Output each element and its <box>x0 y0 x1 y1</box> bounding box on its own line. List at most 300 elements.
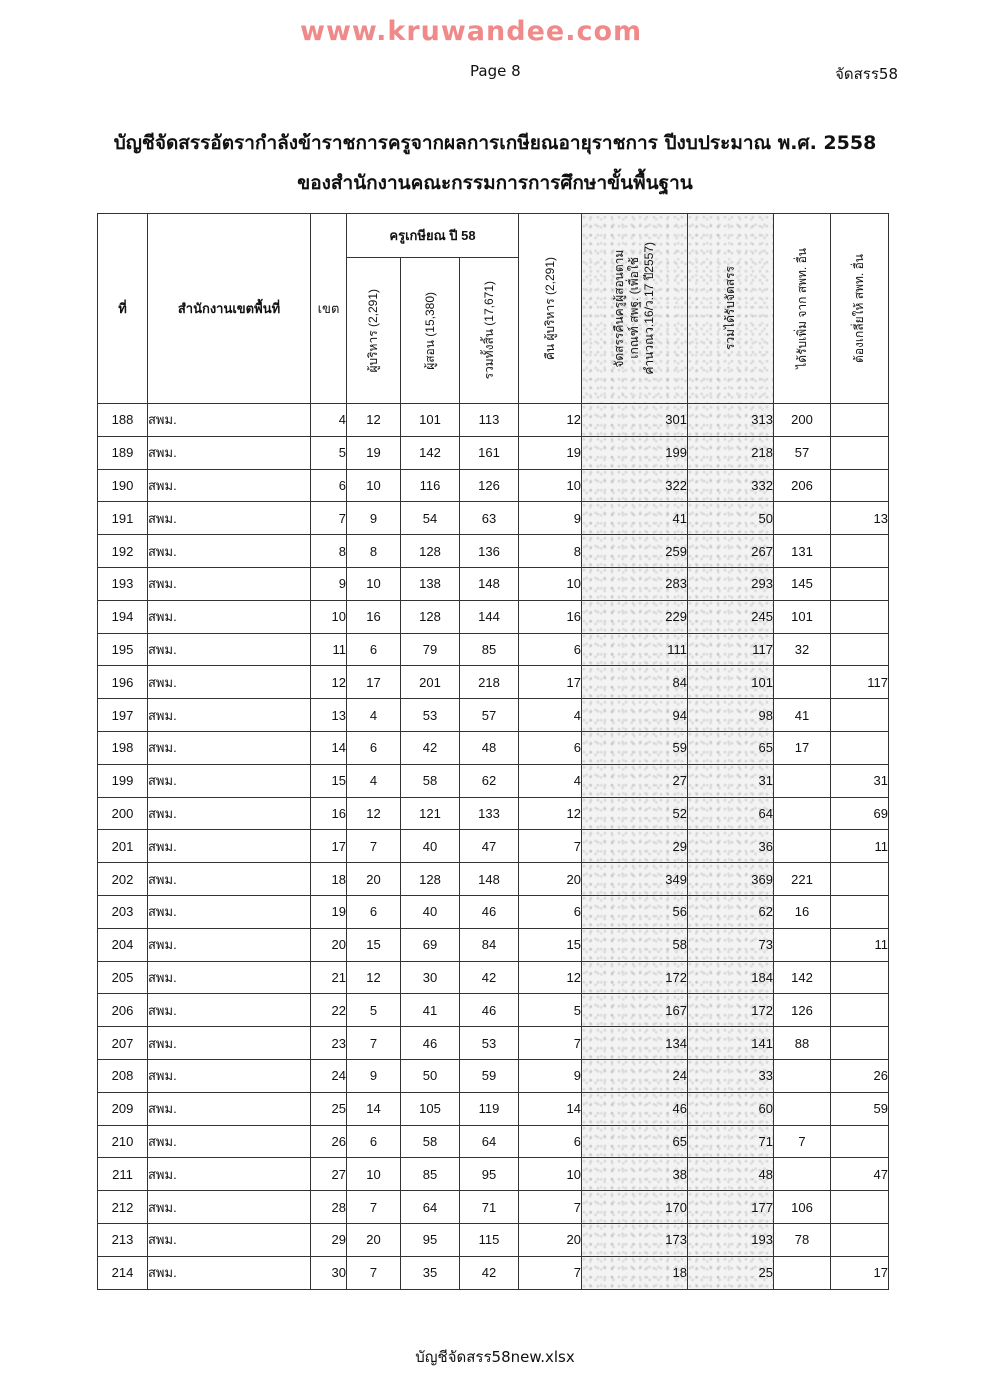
cell-return-admin: 7 <box>519 1191 582 1224</box>
cell-teacher: 121 <box>401 797 460 830</box>
cell-teacher: 35 <box>401 1256 460 1289</box>
cell-received: 313 <box>688 404 774 437</box>
cell-allocate: 65 <box>582 1125 688 1158</box>
cell-allocate: 24 <box>582 1059 688 1092</box>
table-row <box>98 502 889 535</box>
cell-return-admin: 12 <box>519 404 582 437</box>
cell-received: 98 <box>688 699 774 732</box>
table-row <box>98 731 889 764</box>
cell-zone: 30 <box>311 1256 347 1289</box>
cell-teacher: 54 <box>401 502 460 535</box>
cell-received: 332 <box>688 469 774 502</box>
cell-no: 199 <box>98 764 148 797</box>
table-row <box>98 1059 889 1092</box>
cell-admin: 8 <box>347 535 401 568</box>
cell-total: 85 <box>460 633 519 666</box>
cell-give <box>831 404 889 437</box>
cell-extra: 32 <box>774 633 831 666</box>
cell-teacher: 138 <box>401 567 460 600</box>
cell-give: 11 <box>831 830 889 863</box>
cell-no: 214 <box>98 1256 148 1289</box>
cell-admin: 4 <box>347 699 401 732</box>
cell-no: 211 <box>98 1158 148 1191</box>
cell-admin: 6 <box>347 895 401 928</box>
cell-received: 31 <box>688 764 774 797</box>
table-row <box>98 1125 889 1158</box>
table-row <box>98 1027 889 1060</box>
cell-no: 212 <box>98 1191 148 1224</box>
table-row <box>98 961 889 994</box>
cell-zone: 18 <box>311 863 347 896</box>
cell-received: 65 <box>688 731 774 764</box>
cell-received: 141 <box>688 1027 774 1060</box>
cell-zone: 7 <box>311 502 347 535</box>
cell-give <box>831 994 889 1027</box>
cell-return-admin: 9 <box>519 1059 582 1092</box>
cell-return-admin: 4 <box>519 699 582 732</box>
cell-received: 64 <box>688 797 774 830</box>
cell-zone: 21 <box>311 961 347 994</box>
cell-total: 59 <box>460 1059 519 1092</box>
cell-received: 193 <box>688 1223 774 1256</box>
cell-return-admin: 7 <box>519 1027 582 1060</box>
page-number: Page 8 <box>470 62 521 80</box>
cell-received: 293 <box>688 567 774 600</box>
cell-office: สพม. <box>148 666 311 699</box>
cell-give: 117 <box>831 666 889 699</box>
cell-extra: 7 <box>774 1125 831 1158</box>
cell-extra: 131 <box>774 535 831 568</box>
cell-no: 196 <box>98 666 148 699</box>
header-zone: เขต <box>311 214 347 404</box>
table-row <box>98 830 889 863</box>
cell-office: สพม. <box>148 633 311 666</box>
cell-give <box>831 633 889 666</box>
cell-admin: 10 <box>347 469 401 502</box>
cell-give: 31 <box>831 764 889 797</box>
header-total: รวมทั้งสิ้น (17,671) <box>460 258 519 404</box>
cell-admin: 20 <box>347 863 401 896</box>
cell-give <box>831 961 889 994</box>
cell-received: 73 <box>688 928 774 961</box>
cell-total: 53 <box>460 1027 519 1060</box>
cell-give <box>831 699 889 732</box>
table-row <box>98 633 889 666</box>
cell-zone: 20 <box>311 928 347 961</box>
header-give: ต้องเกลี่ยให้ สพท. อื่น <box>831 214 889 404</box>
cell-office: สพม. <box>148 863 311 896</box>
cell-extra: 200 <box>774 404 831 437</box>
cell-total: 95 <box>460 1158 519 1191</box>
table-row <box>98 895 889 928</box>
cell-office: สพม. <box>148 797 311 830</box>
cell-admin: 7 <box>347 1256 401 1289</box>
cell-admin: 10 <box>347 567 401 600</box>
cell-zone: 14 <box>311 731 347 764</box>
cell-office: สพม. <box>148 994 311 1027</box>
cell-total: 148 <box>460 863 519 896</box>
cell-total: 46 <box>460 895 519 928</box>
header-admin: ผู้บริหาร (2,291) <box>347 258 401 404</box>
cell-allocate: 52 <box>582 797 688 830</box>
cell-give <box>831 600 889 633</box>
cell-admin: 6 <box>347 731 401 764</box>
cell-received: 60 <box>688 1092 774 1125</box>
table-row <box>98 1223 889 1256</box>
cell-office: สพม. <box>148 1125 311 1158</box>
cell-office: สพม. <box>148 830 311 863</box>
cell-allocate: 172 <box>582 961 688 994</box>
cell-return-admin: 6 <box>519 1125 582 1158</box>
table-row <box>98 1191 889 1224</box>
cell-total: 148 <box>460 567 519 600</box>
cell-extra: 78 <box>774 1223 831 1256</box>
cell-extra <box>774 830 831 863</box>
cell-admin: 15 <box>347 928 401 961</box>
cell-give: 47 <box>831 1158 889 1191</box>
document-tag: จัดสรร58 <box>835 65 898 83</box>
table-row <box>98 404 889 437</box>
cell-received: 369 <box>688 863 774 896</box>
cell-give <box>831 1027 889 1060</box>
watermark: www.kruwandee.com <box>300 16 643 47</box>
cell-admin: 7 <box>347 830 401 863</box>
cell-teacher: 116 <box>401 469 460 502</box>
cell-no: 213 <box>98 1223 148 1256</box>
cell-return-admin: 4 <box>519 764 582 797</box>
cell-zone: 5 <box>311 436 347 469</box>
cell-zone: 11 <box>311 633 347 666</box>
cell-no: 201 <box>98 830 148 863</box>
cell-zone: 22 <box>311 994 347 1027</box>
cell-extra <box>774 797 831 830</box>
cell-teacher: 46 <box>401 1027 460 1060</box>
cell-zone: 24 <box>311 1059 347 1092</box>
cell-office: สพม. <box>148 600 311 633</box>
cell-allocate: 29 <box>582 830 688 863</box>
header-return-admin: คืน ผู้บริหาร (2,291) <box>519 214 582 404</box>
cell-no: 197 <box>98 699 148 732</box>
cell-allocate: 59 <box>582 731 688 764</box>
cell-no: 188 <box>98 404 148 437</box>
cell-total: 47 <box>460 830 519 863</box>
cell-received: 71 <box>688 1125 774 1158</box>
cell-extra: 106 <box>774 1191 831 1224</box>
cell-total: 63 <box>460 502 519 535</box>
cell-return-admin: 17 <box>519 666 582 699</box>
cell-office: สพม. <box>148 404 311 437</box>
cell-no: 193 <box>98 567 148 600</box>
cell-zone: 10 <box>311 600 347 633</box>
cell-no: 208 <box>98 1059 148 1092</box>
cell-teacher: 201 <box>401 666 460 699</box>
cell-extra: 206 <box>774 469 831 502</box>
cell-teacher: 128 <box>401 535 460 568</box>
cell-give <box>831 436 889 469</box>
cell-received: 177 <box>688 1191 774 1224</box>
cell-office: สพม. <box>148 502 311 535</box>
table-row <box>98 928 889 961</box>
cell-zone: 28 <box>311 1191 347 1224</box>
page-title: บัญชีจัดสรรอัตรากำลังข้าราชการครูจากผลการเกษียณอายุราชการ ปีงบประมาณ พ.ศ. 2558 <box>113 132 877 154</box>
table-row <box>98 1158 889 1191</box>
table-row <box>98 535 889 568</box>
cell-give <box>831 1191 889 1224</box>
cell-zone: 12 <box>311 666 347 699</box>
cell-no: 194 <box>98 600 148 633</box>
cell-give <box>831 895 889 928</box>
cell-extra: 16 <box>774 895 831 928</box>
cell-admin: 5 <box>347 994 401 1027</box>
cell-return-admin: 5 <box>519 994 582 1027</box>
cell-extra <box>774 1059 831 1092</box>
cell-office: สพม. <box>148 928 311 961</box>
cell-allocate: 173 <box>582 1223 688 1256</box>
cell-total: 62 <box>460 764 519 797</box>
cell-give: 59 <box>831 1092 889 1125</box>
cell-allocate: 170 <box>582 1191 688 1224</box>
cell-teacher: 40 <box>401 895 460 928</box>
cell-total: 42 <box>460 1256 519 1289</box>
cell-office: สพม. <box>148 1158 311 1191</box>
cell-no: 202 <box>98 863 148 896</box>
cell-total: 84 <box>460 928 519 961</box>
cell-return-admin: 20 <box>519 1223 582 1256</box>
cell-extra: 88 <box>774 1027 831 1060</box>
cell-admin: 6 <box>347 633 401 666</box>
cell-received: 218 <box>688 436 774 469</box>
cell-no: 203 <box>98 895 148 928</box>
cell-total: 144 <box>460 600 519 633</box>
cell-extra: 57 <box>774 436 831 469</box>
cell-give: 13 <box>831 502 889 535</box>
cell-admin: 4 <box>347 764 401 797</box>
cell-return-admin: 10 <box>519 1158 582 1191</box>
cell-admin: 14 <box>347 1092 401 1125</box>
cell-office: สพม. <box>148 1059 311 1092</box>
cell-extra <box>774 1092 831 1125</box>
cell-allocate: 349 <box>582 863 688 896</box>
cell-teacher: 41 <box>401 994 460 1027</box>
cell-allocate: 229 <box>582 600 688 633</box>
cell-return-admin: 12 <box>519 797 582 830</box>
cell-no: 195 <box>98 633 148 666</box>
table-row <box>98 469 889 502</box>
cell-give <box>831 1223 889 1256</box>
cell-no: 207 <box>98 1027 148 1060</box>
cell-allocate: 301 <box>582 404 688 437</box>
cell-teacher: 79 <box>401 633 460 666</box>
table-row <box>98 764 889 797</box>
cell-teacher: 58 <box>401 764 460 797</box>
cell-allocate: 58 <box>582 928 688 961</box>
cell-office: สพม. <box>148 1256 311 1289</box>
allocation-table <box>97 213 889 1290</box>
cell-extra: 41 <box>774 699 831 732</box>
cell-office: สพม. <box>148 1223 311 1256</box>
cell-admin: 16 <box>347 600 401 633</box>
cell-office: สพม. <box>148 535 311 568</box>
cell-extra <box>774 764 831 797</box>
cell-received: 50 <box>688 502 774 535</box>
cell-admin: 20 <box>347 1223 401 1256</box>
header-office: สำนักงานเขตพื้นที่ <box>148 214 311 404</box>
cell-extra: 145 <box>774 567 831 600</box>
cell-teacher: 64 <box>401 1191 460 1224</box>
cell-teacher: 85 <box>401 1158 460 1191</box>
cell-received: 101 <box>688 666 774 699</box>
cell-teacher: 142 <box>401 436 460 469</box>
cell-admin: 7 <box>347 1191 401 1224</box>
cell-teacher: 42 <box>401 731 460 764</box>
cell-received: 172 <box>688 994 774 1027</box>
cell-extra: 101 <box>774 600 831 633</box>
cell-total: 42 <box>460 961 519 994</box>
cell-return-admin: 15 <box>519 928 582 961</box>
cell-return-admin: 7 <box>519 1256 582 1289</box>
cell-received: 62 <box>688 895 774 928</box>
cell-admin: 17 <box>347 666 401 699</box>
cell-office: สพม. <box>148 567 311 600</box>
cell-teacher: 30 <box>401 961 460 994</box>
cell-allocate: 46 <box>582 1092 688 1125</box>
cell-teacher: 58 <box>401 1125 460 1158</box>
cell-allocate: 134 <box>582 1027 688 1060</box>
cell-allocate: 283 <box>582 567 688 600</box>
cell-no: 205 <box>98 961 148 994</box>
cell-zone: 4 <box>311 404 347 437</box>
cell-extra <box>774 1256 831 1289</box>
cell-give <box>831 469 889 502</box>
cell-total: 119 <box>460 1092 519 1125</box>
cell-no: 206 <box>98 994 148 1027</box>
cell-received: 48 <box>688 1158 774 1191</box>
cell-teacher: 50 <box>401 1059 460 1092</box>
cell-total: 161 <box>460 436 519 469</box>
cell-allocate: 84 <box>582 666 688 699</box>
cell-allocate: 41 <box>582 502 688 535</box>
cell-allocate: 167 <box>582 994 688 1027</box>
cell-zone: 29 <box>311 1223 347 1256</box>
table-row <box>98 699 889 732</box>
cell-zone: 13 <box>311 699 347 732</box>
cell-admin: 12 <box>347 797 401 830</box>
table-row <box>98 436 889 469</box>
cell-give <box>831 535 889 568</box>
cell-no: 192 <box>98 535 148 568</box>
cell-zone: 26 <box>311 1125 347 1158</box>
cell-teacher: 128 <box>401 863 460 896</box>
cell-teacher: 105 <box>401 1092 460 1125</box>
cell-give: 69 <box>831 797 889 830</box>
page-subtitle: ของสำนักงานคณะกรรมการการศึกษาขั้นพื้นฐาน <box>297 172 693 194</box>
cell-extra <box>774 502 831 535</box>
cell-return-admin: 6 <box>519 731 582 764</box>
cell-admin: 9 <box>347 502 401 535</box>
cell-extra: 221 <box>774 863 831 896</box>
cell-return-admin: 7 <box>519 830 582 863</box>
cell-return-admin: 20 <box>519 863 582 896</box>
cell-allocate: 56 <box>582 895 688 928</box>
cell-return-admin: 10 <box>519 567 582 600</box>
cell-admin: 12 <box>347 404 401 437</box>
cell-office: สพม. <box>148 699 311 732</box>
cell-office: สพม. <box>148 961 311 994</box>
cell-office: สพม. <box>148 1191 311 1224</box>
cell-return-admin: 10 <box>519 469 582 502</box>
cell-received: 245 <box>688 600 774 633</box>
cell-return-admin: 12 <box>519 961 582 994</box>
cell-give: 17 <box>831 1256 889 1289</box>
cell-teacher: 95 <box>401 1223 460 1256</box>
cell-no: 210 <box>98 1125 148 1158</box>
cell-return-admin: 6 <box>519 633 582 666</box>
cell-no: 191 <box>98 502 148 535</box>
cell-return-admin: 14 <box>519 1092 582 1125</box>
table-row <box>98 666 889 699</box>
cell-teacher: 69 <box>401 928 460 961</box>
cell-office: สพม. <box>148 764 311 797</box>
cell-admin: 10 <box>347 1158 401 1191</box>
cell-total: 115 <box>460 1223 519 1256</box>
cell-received: 117 <box>688 633 774 666</box>
cell-total: 218 <box>460 666 519 699</box>
cell-no: 190 <box>98 469 148 502</box>
header-no: ที่ <box>98 214 148 404</box>
cell-extra: 126 <box>774 994 831 1027</box>
cell-zone: 25 <box>311 1092 347 1125</box>
cell-give: 11 <box>831 928 889 961</box>
cell-teacher: 53 <box>401 699 460 732</box>
cell-total: 113 <box>460 404 519 437</box>
table-row <box>98 1092 889 1125</box>
cell-teacher: 101 <box>401 404 460 437</box>
footer-filename: บัญชีจัดสรร58new.xlsx <box>415 1348 575 1366</box>
cell-return-admin: 19 <box>519 436 582 469</box>
cell-office: สพม. <box>148 436 311 469</box>
cell-extra: 142 <box>774 961 831 994</box>
cell-received: 267 <box>688 535 774 568</box>
cell-office: สพม. <box>148 1092 311 1125</box>
cell-zone: 19 <box>311 895 347 928</box>
cell-return-admin: 8 <box>519 535 582 568</box>
table-row <box>98 863 889 896</box>
cell-admin: 9 <box>347 1059 401 1092</box>
cell-received: 36 <box>688 830 774 863</box>
header-extra: ได้รับเพิ่ม จาก สพท. อื่น <box>774 214 831 404</box>
cell-teacher: 128 <box>401 600 460 633</box>
cell-give: 26 <box>831 1059 889 1092</box>
cell-return-admin: 9 <box>519 502 582 535</box>
cell-received: 184 <box>688 961 774 994</box>
cell-zone: 15 <box>311 764 347 797</box>
cell-no: 189 <box>98 436 148 469</box>
header-allocate: จัดสรรคืนครูผู้สอนตาม เกณฑ์ สพฐ. (เพื่อใช้ คำนวณว.16/ว.17 ปี2557) <box>582 214 688 404</box>
cell-allocate: 111 <box>582 633 688 666</box>
cell-zone: 16 <box>311 797 347 830</box>
cell-no: 204 <box>98 928 148 961</box>
cell-give <box>831 863 889 896</box>
cell-admin: 19 <box>347 436 401 469</box>
cell-admin: 12 <box>347 961 401 994</box>
table-row <box>98 994 889 1027</box>
cell-zone: 23 <box>311 1027 347 1060</box>
cell-office: สพม. <box>148 731 311 764</box>
header-received: รวมได้รับจัดสรร <box>688 214 774 404</box>
cell-give <box>831 731 889 764</box>
cell-allocate: 259 <box>582 535 688 568</box>
cell-total: 64 <box>460 1125 519 1158</box>
